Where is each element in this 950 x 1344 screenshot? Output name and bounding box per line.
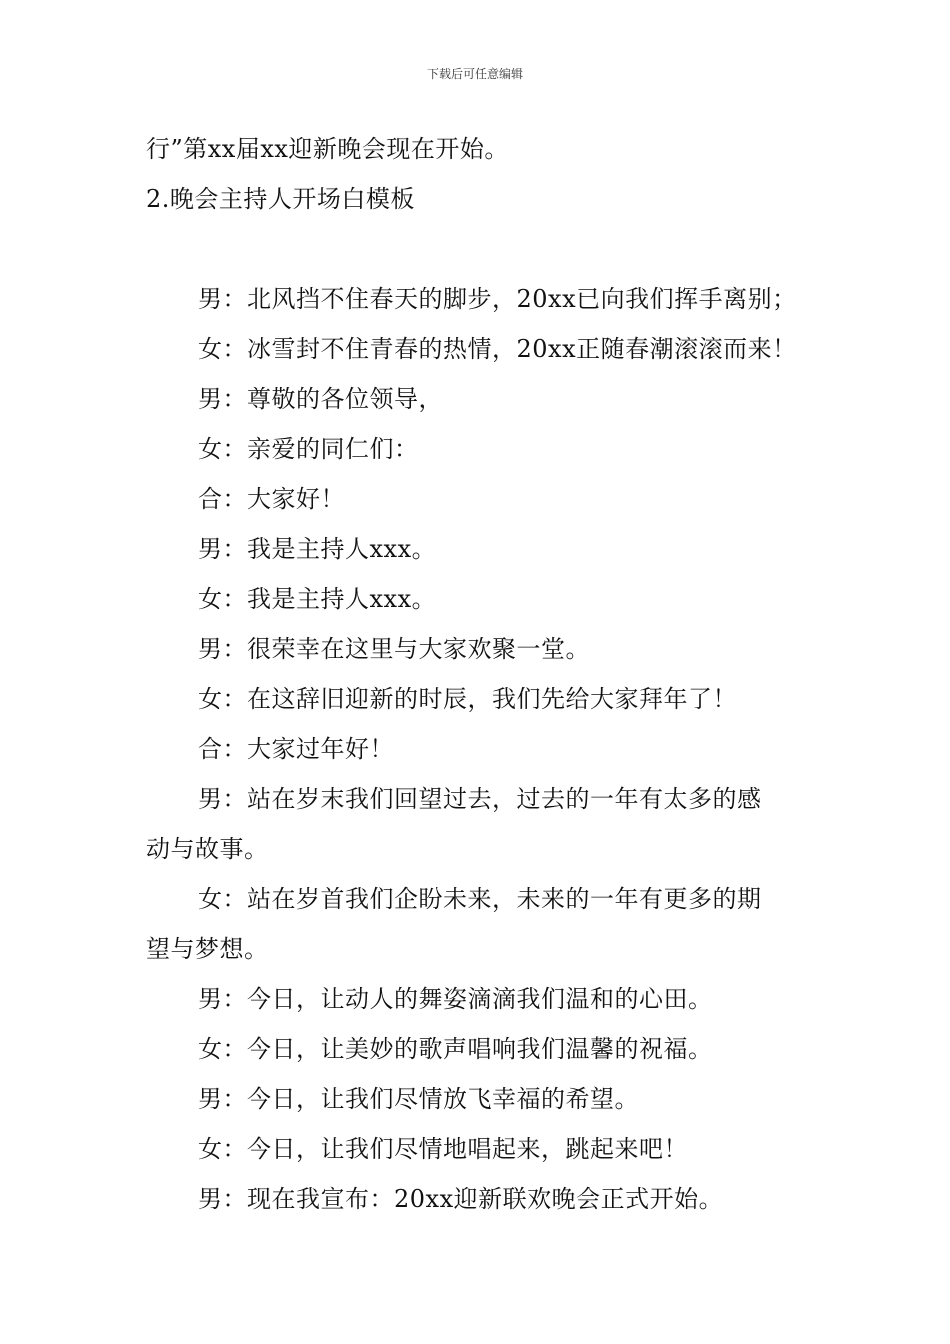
dialogue-line: 女：亲爱的同仁们： (198, 435, 419, 463)
dialogue-line: 男：我是主持人xxx。 (198, 535, 437, 563)
dialogue-line: 女：冰雪封不住青春的热情，20xx正随春潮滚滚而来！ (198, 335, 797, 363)
dialogue-line: 男：今日，让动人的舞姿滴滴我们温和的心田。 (198, 985, 713, 1013)
dialogue-line: 女：站在岁首我们企盼未来，未来的一年有更多的期 (198, 885, 762, 913)
dialogue-line: 男：今日，让我们尽情放飞幸福的希望。 (198, 1085, 639, 1113)
dialogue-line: 男：站在岁末我们回望过去，过去的一年有太多的感 (198, 785, 762, 813)
dialogue-line-continuation: 望与梦想。 (146, 935, 269, 963)
page-header: 下载后可任意编辑 (426, 67, 523, 81)
section-heading: 2.晚会主持人开场白模板 (146, 185, 415, 213)
dialogue-line-continuation: 动与故事。 (146, 835, 269, 863)
dialogue-line: 女：在这辞旧迎新的时辰，我们先给大家拜年了！ (198, 685, 737, 713)
dialogue-line: 女：今日，让我们尽情地唱起来，跳起来吧！ (198, 1135, 688, 1163)
dialogue-line: 合：大家好！ (198, 485, 345, 513)
dialogue-line: 男：现在我宣布：20xx迎新联欢晚会正式开始。 (198, 1185, 724, 1213)
document-body (146, 124, 808, 1224)
dialogue-line: 男：尊敬的各位领导， (198, 385, 443, 413)
dialogue-line: 合：大家过年好！ (198, 735, 394, 763)
dialogue-line: 男：北风挡不住春天的脚步，20xx已向我们挥手离别； (198, 285, 797, 313)
text-line: 行”第xx届xx迎新晚会现在开始。 (146, 135, 509, 163)
dialogue-line: 男：很荣幸在这里与大家欢聚一堂。 (198, 635, 590, 663)
dialogue-line: 女：今日，让美妙的歌声唱响我们温馨的祝福。 (198, 1035, 713, 1063)
dialogue-line: 女：我是主持人xxx。 (198, 585, 437, 613)
blank-line (146, 224, 808, 274)
